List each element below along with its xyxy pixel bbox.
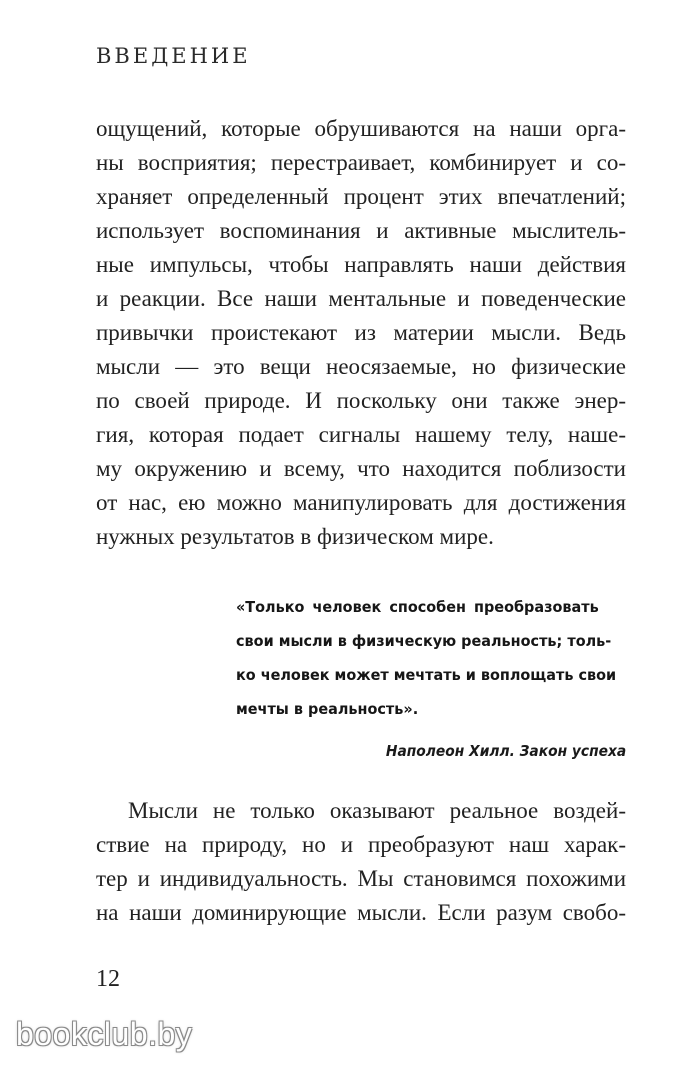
paragraph-line: храняет определенный процент этих впечатлений;: [96, 184, 626, 209]
quote-line: «Только человек способен преобразовать: [236, 598, 599, 616]
paragraph-line: ны восприятия; перестраивает, комбинирует и со-: [96, 150, 626, 175]
paragraph-line: му окружению и всему, что находится поблизости: [96, 456, 626, 481]
quote-line: ко человек может мечтать и воплощать свои: [236, 666, 617, 684]
paragraph-line: от нас, ею можно манипулировать для достижения: [96, 490, 626, 515]
running-head: ВВЕДЕНИЕ: [96, 44, 251, 68]
paragraph-line: ствие на природу, но и преобразуют наш харак-: [96, 832, 626, 857]
paragraph-line: привычки проистекают из материи мысли. Ведь: [96, 320, 626, 345]
paragraph-line: тер и индивидуальность. Мы становимся похожими: [96, 866, 626, 891]
quote-attribution: Наполеон Хилл. Закон успеха: [385, 742, 626, 760]
paragraph-line: по своей природе. И поскольку они также энер-: [96, 388, 626, 413]
quote-line: мечты в реальность».: [236, 700, 419, 718]
paragraph-2: [96, 794, 626, 930]
watermark: bookclub.by: [16, 1016, 193, 1052]
paragraph-line: ные импульсы, чтобы направлять наши действия: [96, 252, 626, 277]
paragraph-line: Мысли не только оказывают реальное воздей-: [128, 798, 626, 823]
paragraph-line: гия, которая подает сигналы нашему телу, наше-: [96, 422, 626, 447]
page-number: 12: [96, 966, 120, 992]
paragraph-line: и реакции. Все наши ментальные и поведенческие: [96, 286, 626, 311]
paragraph-line: мысли — это вещи неосязаемые, но физические: [96, 354, 626, 379]
paragraph-1: [96, 112, 626, 554]
paragraph-line: использует воспоминания и активные мыслитель-: [96, 218, 626, 243]
paragraph-line: на наши доминирующие мысли. Если разум свобо-: [96, 900, 626, 925]
paragraph-line: ощущений, которые обрушиваются на наши орга-: [96, 116, 626, 141]
quote-line: свои мысли в физическую реальность; толь-: [236, 632, 612, 650]
paragraph-line: нужных результатов в физическом мире.: [96, 524, 494, 549]
epigraph-quote: [236, 590, 617, 726]
